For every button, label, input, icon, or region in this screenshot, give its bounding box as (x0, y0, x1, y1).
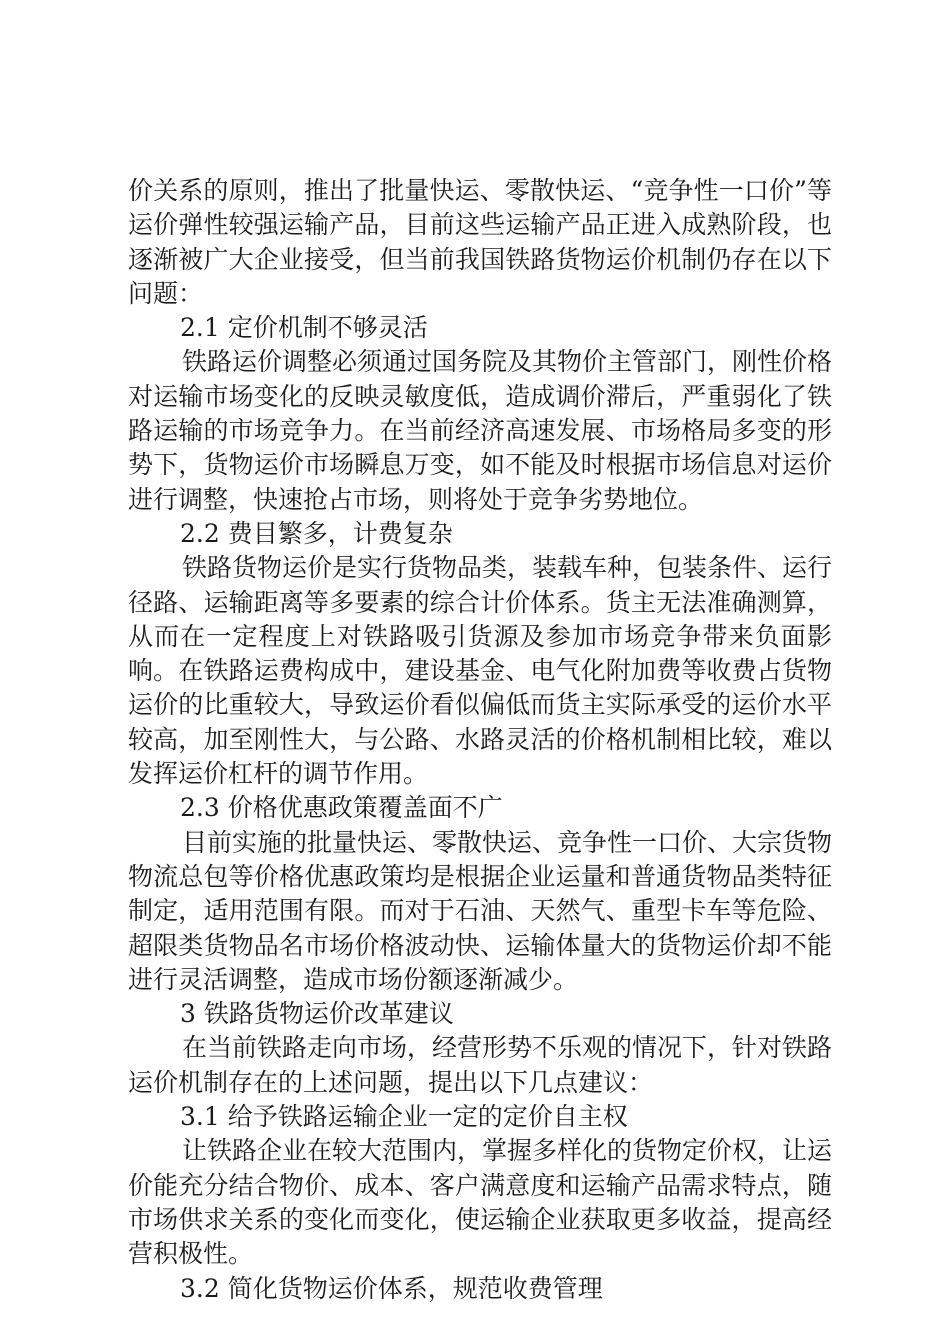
section-heading-2-3: 2.3 价格优惠政策覆盖面不广 (180, 793, 503, 823)
section-heading-3-1: 3.1 给予铁路运输企业一定的定价自主权 (180, 1102, 628, 1132)
section-heading-2-1: 2.1 定价机制不够灵活 (180, 313, 428, 343)
section-heading-2-2: 2.2 费目繁多，计费复杂 (180, 518, 453, 548)
paragraph: 目前实施的批量快运、零散快运、竞争性一口价、大宗货物物流总包等价格优惠政策均是根据企业运量和普通货物品类特征制定，适用范围有限。而对于石油、天然气、重型卡车等危险、超限类货物品名市场价格波动快、运输体量大的货物运价却不能进行灵活调整，造成市场份额逐渐减少。 (128, 827, 833, 994)
paragraph: 铁路运价调整必须通过国务院及其物价主管部门，刚性价格对运输市场变化的反映灵敏度低，造成调价滞后，严重弱化了铁路运输的市场竞争力。在当前经济高速发展、市场格局多变的形势下，货物运价市场瞬息万变，如不能及时根据市场信息对运价进行调整，快速抢占市场，则将处于竞争劣势地位。 (128, 347, 833, 514)
paragraph: 让铁路企业在较大范围内，掌握多样化的货物定价权，让运价能充分结合物价、成本、客户满意度和运输产品需求特点，随市场供求关系的变化而变化，使运输企业获取更多收益，提高经营积极性。 (128, 1136, 833, 1269)
section-heading-3-2: 3.2 简化货物运价体系，规范收费管理 (180, 1273, 603, 1303)
paragraph-continued: 价关系的原则，推出了批量快运、零散快运、“竞争性一口价”等运价弹性较强运输产品，目前这些运输产品正进入成熟阶段，也逐渐被广大企业接受，但当前我国铁路货物运价机制仍存在以下问题： (128, 176, 832, 308)
paragraph: 铁路货物运价是实行货物品类，装载车种，包装条件、运行径路、运输距离等多要素的综合计价体系。货主无法准确测算，从而在一定程度上对铁路吸引货源及参加市场竞争带来负面影响。在铁路运费构成中，建设基金、电气化附加费等收费占货物运价的比重较大，导致运价看似偏低而货主实际承受的运价水平较高，加至刚性大，与公路、水路灵活的价格机制相比较，难以发挥运价杠杆的调节作用。 (128, 553, 833, 789)
section-heading-3: 3 铁路货物运价改革建议 (180, 999, 454, 1029)
paragraph: 在当前铁路走向市场，经营形势不乐观的情况下，针对铁路运价机制存在的上述问题，提出以下几点建议： (128, 1033, 833, 1097)
document-body (128, 174, 832, 1306)
